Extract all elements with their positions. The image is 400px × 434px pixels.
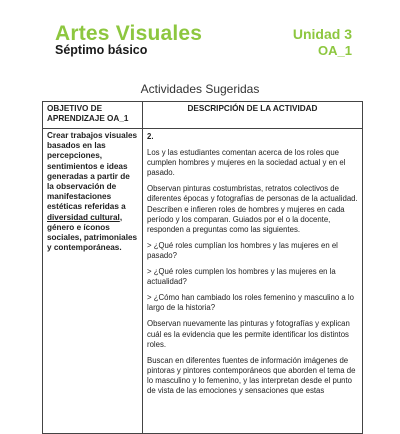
- activity-number: 2.: [147, 132, 154, 141]
- description-paragraph: Buscan en diferentes fuentes de información imágenes de pintoras y pintores contemporáneos que aborden el tema de lo masculino y lo femenino, y las interpretan desde el punto de vista de las emociones y sensaciones que estas: [147, 355, 356, 395]
- objective-underlined-term: diversidad cultural: [47, 212, 120, 222]
- section-title: Actividades Sugeridas: [140, 82, 260, 96]
- question-item: > ¿Cómo han cambiado los roles femenino y masculino a lo largo de la historia?: [147, 293, 354, 313]
- unit-label: Unidad 3: [292, 26, 352, 42]
- activity-table: [42, 101, 363, 434]
- objective-column-header: OBJETIVO DE APRENDIZAJE OA_1: [43, 102, 143, 129]
- objective-text-start: Crear trabajos visuales basados en las percepciones, sentimientos e ideas generadas a partir de la observación de manifestaciones estéticas referidas a: [47, 131, 138, 212]
- subject-title: Artes Visuales: [55, 22, 203, 45]
- objective-code: OA_1: [318, 43, 352, 58]
- description-cell: [143, 129, 363, 434]
- objective-cell: [43, 129, 143, 434]
- description-paragraph: Observan pinturas costumbristas, retratos colectivos de diferentes épocas y fotografías de personas de la actualidad. Describen e infieren roles de hombres y mujeres en cada período y los comparan. Guiados por el o la docente, responden a preguntas como las siguientes.: [147, 184, 358, 234]
- question-item: > ¿Qué roles cumplían los hombres y las mujeres en el pasado?: [147, 240, 338, 260]
- description-paragraph: Los y las estudiantes comentan acerca de los roles que cumplen hombres y mujeres en la sociedad actual y en el pasado.: [147, 148, 346, 178]
- table-row: [43, 129, 363, 434]
- table-header-row: [43, 102, 363, 129]
- description-column-header: DESCRIPCIÓN DE LA ACTIVIDAD: [143, 102, 363, 129]
- grade-label: Séptimo básico: [55, 43, 148, 57]
- question-item: > ¿Qué roles cumplen los hombres y las mujeres en la actualidad?: [147, 267, 336, 287]
- objective-text-end: , género e íconos sociales, patrimoniales y contemporáneas.: [47, 212, 138, 253]
- description-paragraph: Observan nuevamente las pinturas y fotografías y explican cuál es la evidencia que les permite identificar los distintos roles.: [147, 319, 350, 349]
